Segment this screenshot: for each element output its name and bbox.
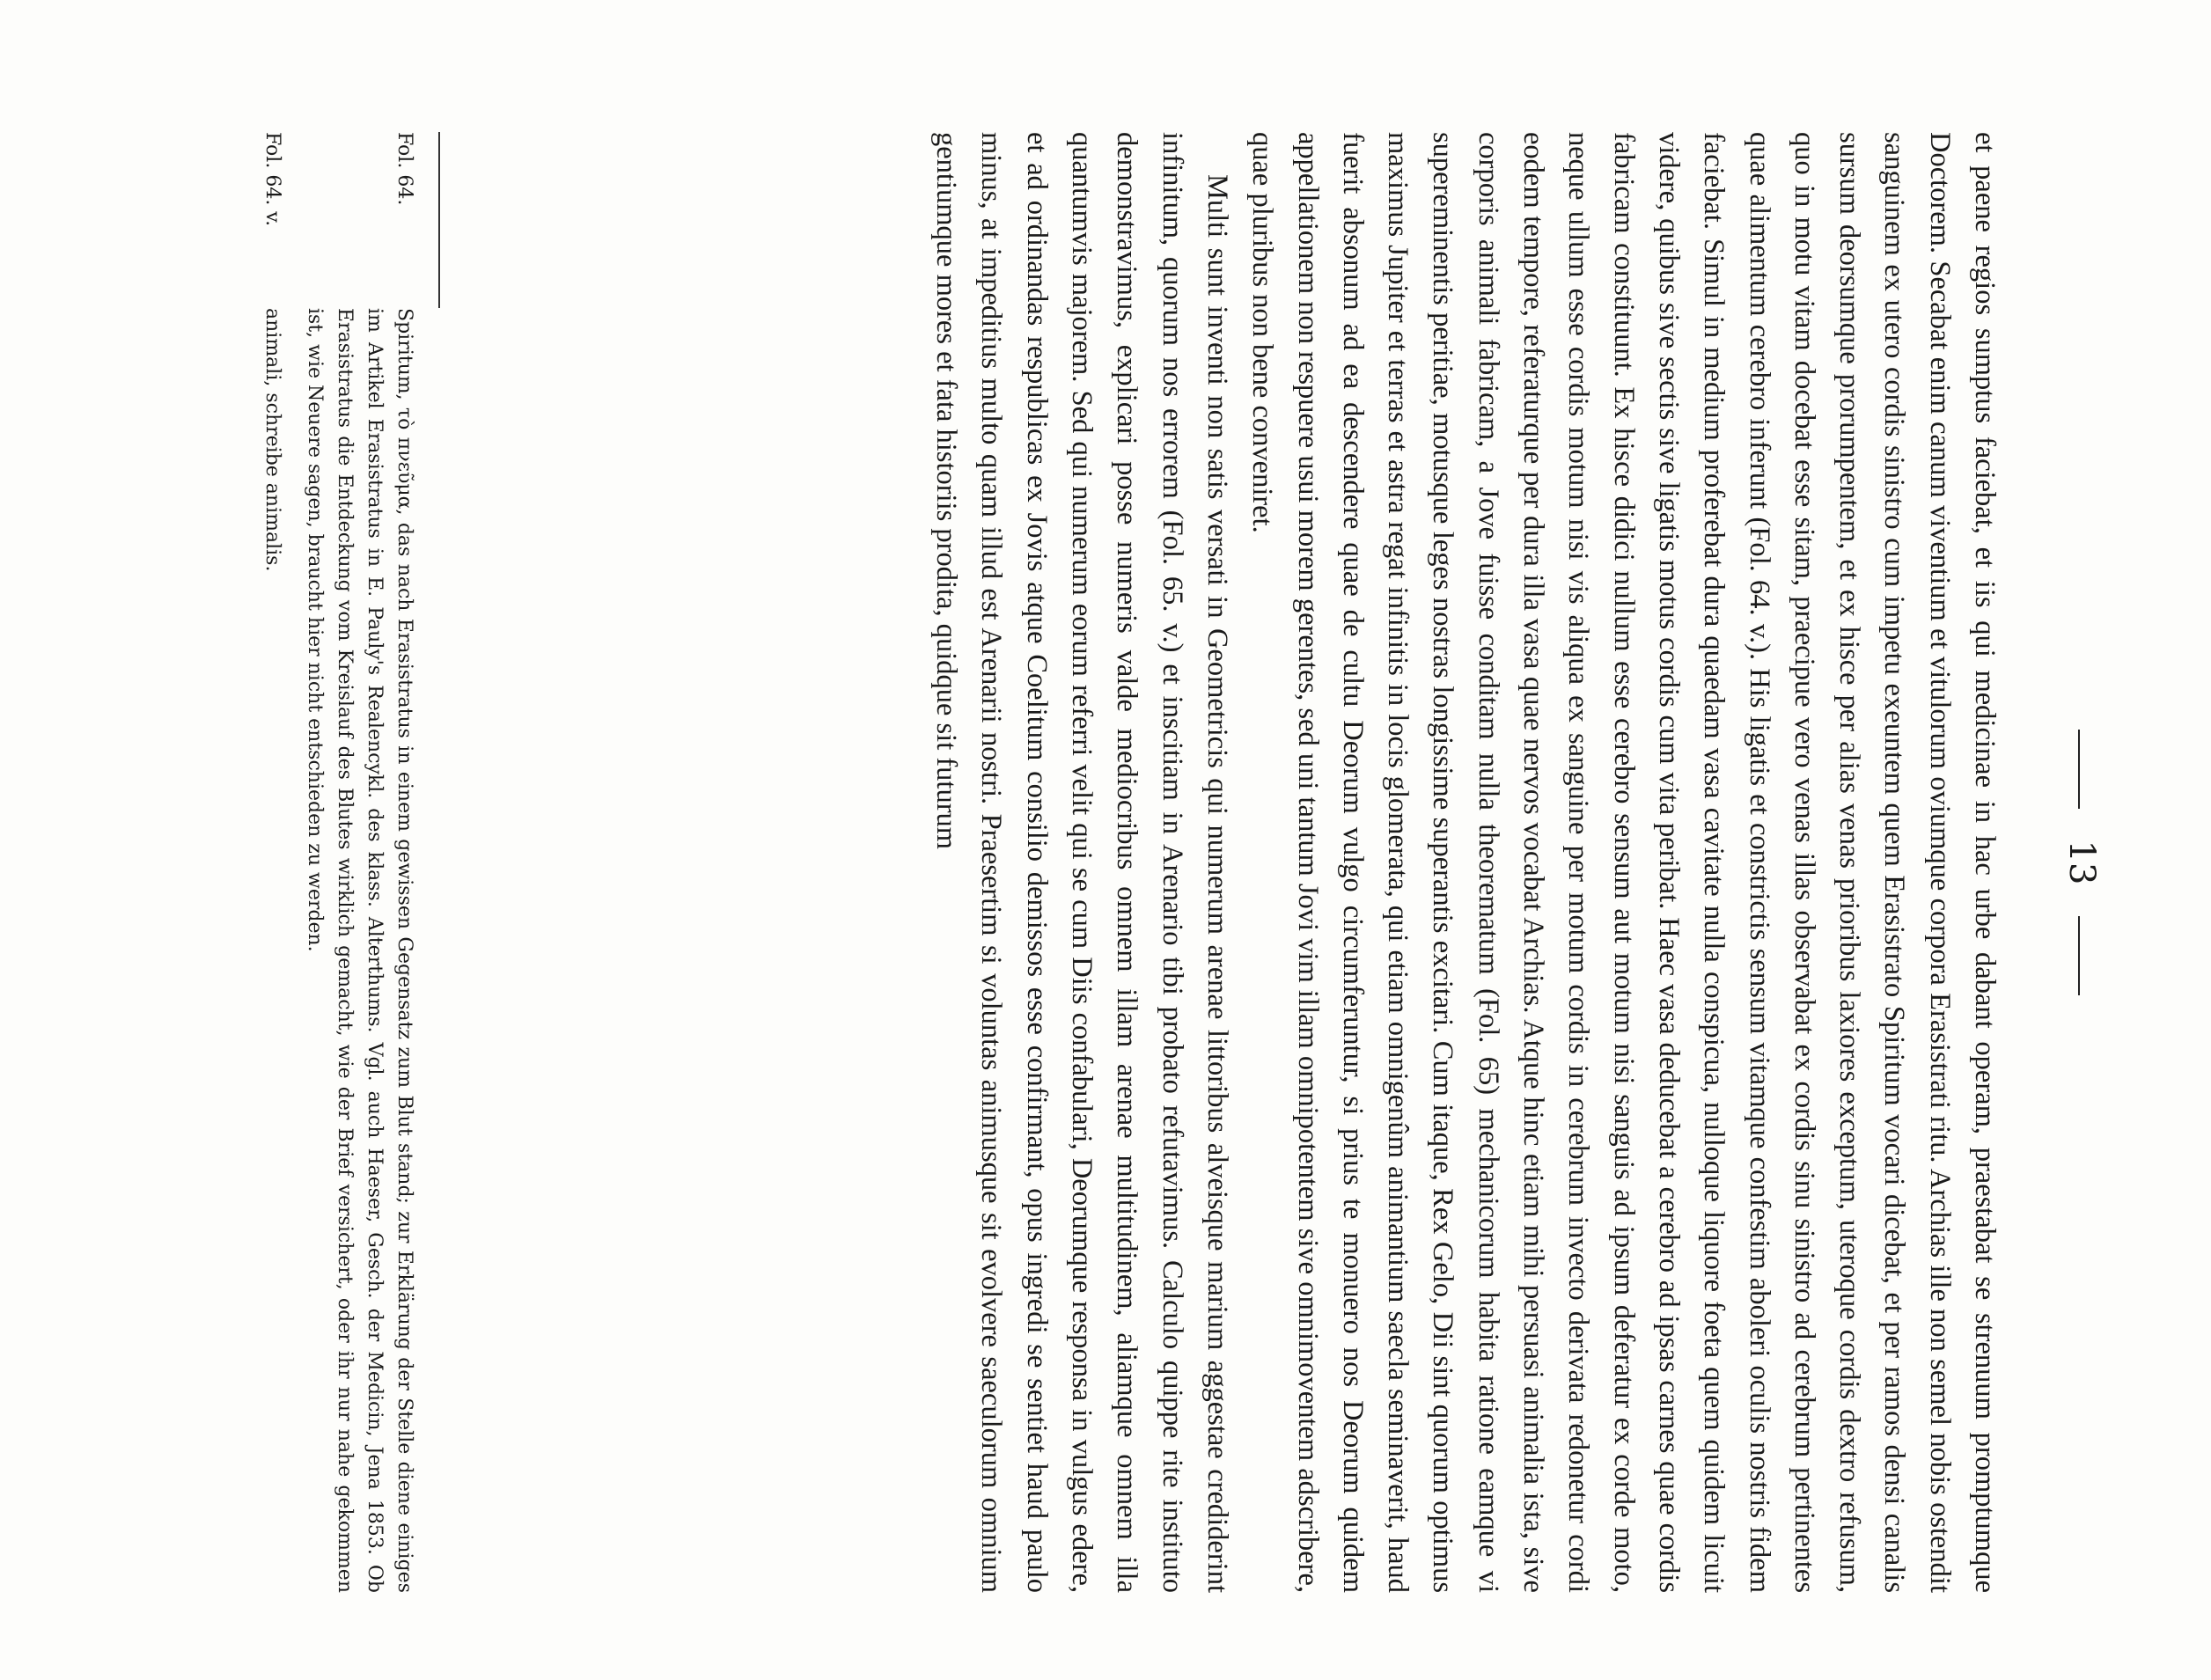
main-text: [923, 132, 2007, 1593]
footnote-text: animali, schreibe animalis.: [261, 308, 283, 572]
paragraph-1: et paene regios sumptus faciebat, et iis qui medicinae in hac urbe dabant operam, praestabat se strenuum promptumque Doctorem. Secabat enim canum viventium et vitulorum oviumque corpora Erasistrati ritu. Archias ille non semel nobis ostendit sanguinem ex utero cordis sinistro cum impetu exeuntem quem Erasistrato Spiritum vocari dicebat, et per ramos densi canalis sursum deorsumque prorumpentem, et ex hisce per alias venas prioribus laxiores exceptum, uteroque cordis dextro refusum, quo in motu vitam docebat esse sitam, praecipue vero venas illas observabat ex cordis sinu sinistro ad cerebrum pertinentes quae alimentum cerebro inferunt (Fol. 64. v.). His ligatis et constrictis sensum vitamque confestim aboleri oculis nostris fidem faciebat. Simul in medium proferebat dura quaedam vasa cavitate nulla conspicua, nulloque liquore foeta quem quidem licuit videre, quibus sive sectis sive ligatis motus cordis cum vita peribat. Haec vasa deducebat a cerebro ad ipsas carnes quae cordis fabricam constituunt. Ex hisce didici nullum esse cerebro sensum aut motum nisi sanguis ad ipsum deferatur ex corde moto, neque ullum esse cordis motum nisi vis aliqua ex sanguine per motum cordis in cerebrum invecto derivata redonetur cordi eodem tempore, referaturque per dura illa vasa quae nervos vocabat Archias. Atque hinc etiam mihi persuasi animalia ista, sive corporis animali fabricam, a Jove fuisse conditam nulla theorematum (Fol. 65) mechanicorum habita ratione eamque vi supereminentis peritiae, motusque leges nostras longissime superantis excitari. Cum itaque, Rex Gelo, Dii sint quorum optimus maximus Jupiter et terras et astra regat infinitis in locis glomerata, qui etiam omnigenûm animantium saecla seminaverit, haud fuerit absonum ad ea descendere quae de cultu Deorum vulgo circumferuntur, si prius te monuero nos Deorum quidem appellationem non respuere usui morem gerentes, sed uni tantum Jovi vim illam omnipotentem sive omnimoventem adscribere, quae pluribus non bene conveniret.: [1246, 132, 2001, 1593]
footnote-text: Spiritum, τὸ πνεῦμα, das nach Erasistratus in einem gewissen Gegensatz zum Blut stand; zur Erklärung der Stelle diene einiges im Artikel Erasistratus in E. Pauly's Realencykl. des klass. Alterthums. Vgl. auch Haeser, Gesch. der Medicin, Jena 1853. Ob Erasistratus die Entdeckung vom Kreislauf des Blutes wirklich gemacht, wie der Brief versichert, oder ihr nur nahe gekommen ist, wie Neuere sagen, braucht hier nicht entschieden zu werden.: [304, 308, 415, 1593]
footnote-separator: [438, 132, 440, 308]
footnote-item: [299, 132, 419, 1593]
header-rule-left: [2078, 730, 2080, 809]
footnotes: [245, 132, 440, 1593]
header-rule-right: [2078, 916, 2080, 995]
page-number: 13: [2061, 840, 2102, 885]
footnote-item: [257, 132, 287, 1593]
paragraph-2: Multi sunt inventi non satis versati in Geometricis qui numerum arenae littoribus alveisque marium aggestae crediderint infinitum, quorum nos errorem (Fol. 65. v.) et inscitiam in Arenario tibi probato refutavimus. Calculo quippe rite instituto demonstravimus, explicari posse numeris valde mediocribus omnem illam arenae multitudinem, aliamque omnem illa quantumvis majorem. Sed qui numerum eorum referri velit qui se cum Diis confabulari, Deorumque responsa in vulgus edere, et ad ordinandas respublicas ex Jovis atque Coelitum consilio demissos esse confirmant, opus ingredi se sentiet haud paulo minus, at impeditius multo quam illud est Arenarii nostri. Praesertim si voluntas animusque sit evolvere saeculorum omnium gentiumque mores et fata historiis prodita, quidque sit futurum: [930, 132, 1233, 1593]
footnote-label: Fol. 64.: [393, 132, 415, 206]
page-header: [2051, 132, 2112, 1593]
rotated-page-content: [141, 132, 2112, 1593]
footnote-label: Fol. 64. v.: [261, 132, 283, 227]
